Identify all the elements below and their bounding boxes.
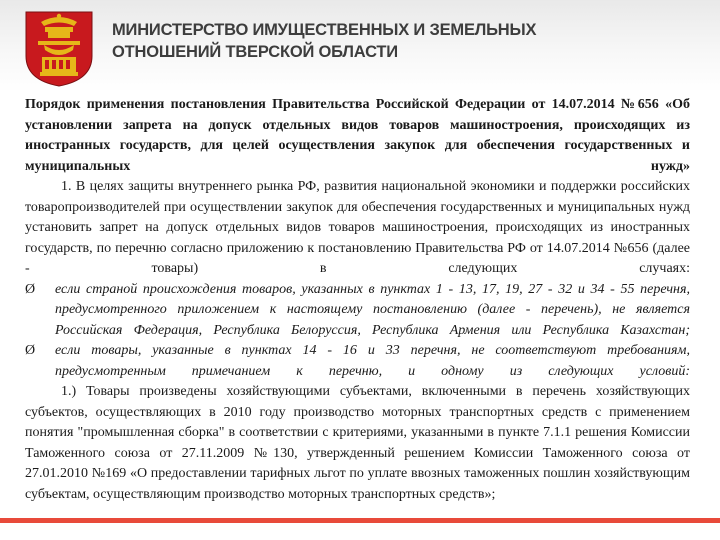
bullet-text-2: если товары, указанные в пунктах 14 - 16 и 33 перечня, не соответствуют требованиям, предусмотренным примечанием к перечню, и одному из следующих условий: xyxy=(55,343,690,379)
bullet-text-1: если страной происхождения товаров, указанных в пунктах 1 - 13, 17, 19, 27 - 32 и 34 - 55 перечня, предусмотренного приложением к настоящему постановлению (далее - перечень), не является Российская Федерация, Республика Белоруссия, Республика Армения или Республика Казахстан; xyxy=(55,281,690,338)
document-body xyxy=(25,95,690,505)
bullet-item-1 xyxy=(25,280,690,342)
coat-of-arms-icon xyxy=(24,10,94,88)
organization-name xyxy=(112,19,536,63)
arrow-bullet-icon: Ø xyxy=(25,281,36,297)
bottom-accent-bar xyxy=(0,518,720,523)
org-name-line-1: МИНИСТЕРСТВО ИМУЩЕСТВЕННЫХ И ЗЕМЕЛЬНЫХ xyxy=(112,21,537,39)
bullet-item-2 xyxy=(25,341,690,382)
header-bar xyxy=(0,0,720,92)
org-name-line-2: ОТНОШЕНИЙ ТВЕРСКОЙ ОБЛАСТИ xyxy=(112,43,398,61)
arrow-bullet-icon: Ø xyxy=(25,343,36,358)
paragraph-2: 1.) Товары произведены хозяйствующими субъектами, включенными в перечень хозяйствующих субъектов, осуществляющих в 2010 году производство моторных транспортных средств с применением понятия "промышленная сборка" в соответствии с критериями, указанными в пункте 7.1.1 решения Комиссии Таможенного союза от 27.11.2009 №130, утвержденный решением Комиссии Таможенного союза от 27.01.2010 №169 «О предоставлении тарифных льгот по уплате ввозных таможенных пошлин хозяйствующим субъектам, осуществляющим производство моторных транспортных средств»; xyxy=(25,384,690,502)
paragraph-1: 1. В целях защиты внутреннего рынка РФ, развития национальной экономики и поддержки российских товаропроизводителей при осуществлении закупок для обеспечения государственных и муниципальных нужд установить запрет на допуск отдельных видов товаров машиностроения, происходящих из иностранных государств, по перечню согласно приложению к постановлению Правительства РФ от 14.07.2014 №656 (далее - товары) в следующих случаях: xyxy=(25,179,690,276)
document-title: Порядок применения постановления Правительства Российской Федерации от 14.07.2014 №656 «Об установлении запрета на допуск отдельных видов товаров машиностроения, происходящих из иностранных государств, для целей осуществления закупок для обеспечения государственных и муниципальных нужд» xyxy=(25,97,690,174)
